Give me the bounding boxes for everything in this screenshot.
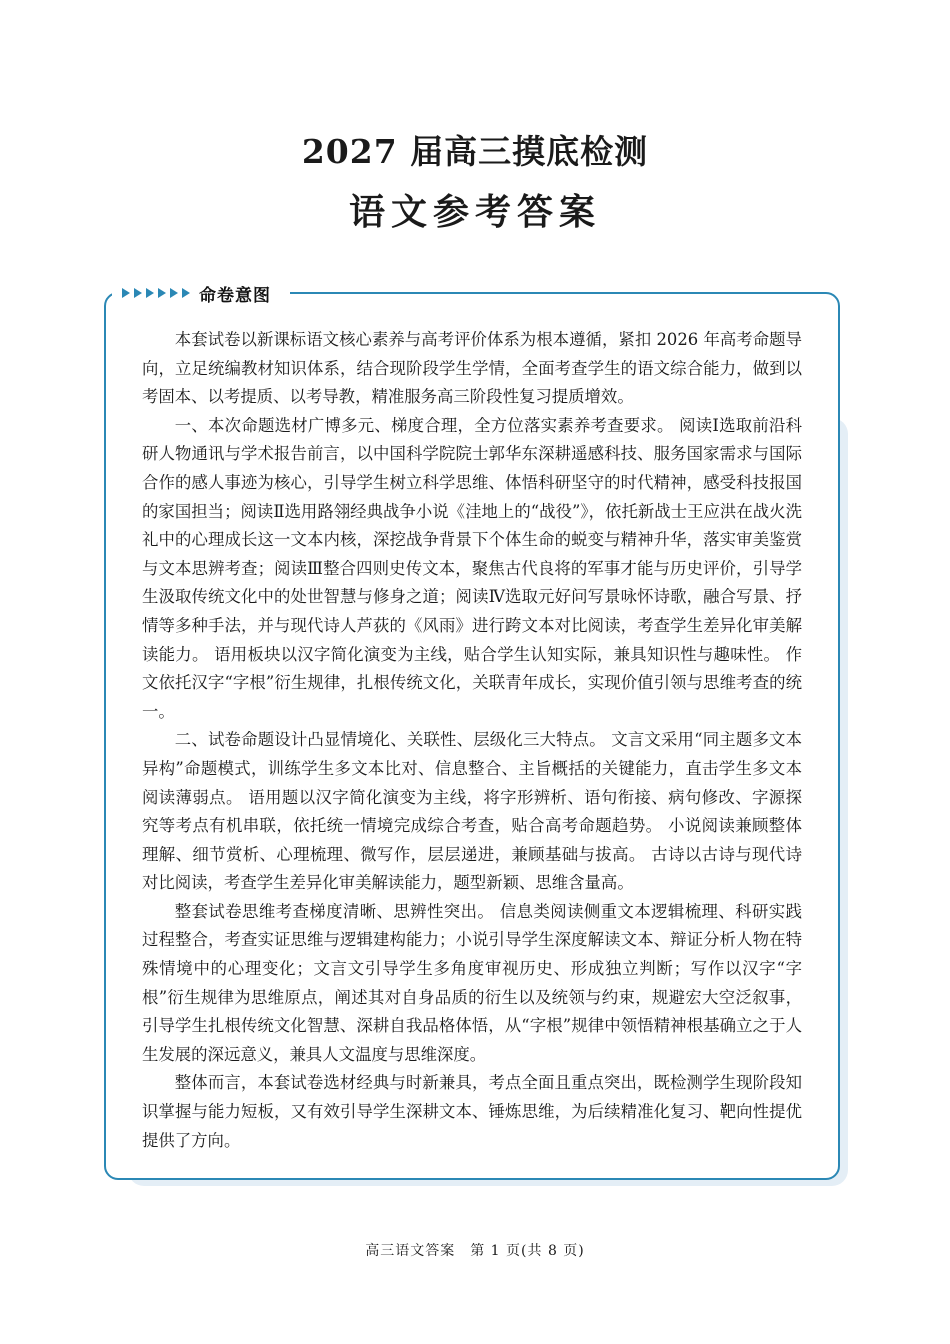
paragraph: 一、本次命题选材广博多元、梯度合理，全方位落实素养考查要求。 阅读Ⅰ选取前沿科研人物通讯与学术报告前言，以中国科学院院士郭华东深耕遥感科技、服务国家需求与国际合作的感人事迹为核心，引导学生树立科学思维、体悟科研坚守的时代精神，感受科技报国的家国担当；阅读Ⅱ选用路翎经典战争小说《洼地上的“战役”》，依托新战士王应洪在战火洗礼中的心理成长这一文本内核，深挖战争背景下个体生命的蜕变与精神升华，落实审美鉴赏与文本思辨考查；阅读Ⅲ整合四则史传文本，聚焦古代良将的军事才能与历史评价，引导学生汲取传统文化中的处世智慧与修身之道；阅读Ⅳ选取元好问写景咏怀诗歌，融合写景、抒情等多种手法，并与现代诗人芦荻的《风雨》进行跨文本对比阅读，考查学生差异化审美解读能力。 语用板块以汉字简化演变为主线，贴合学生认知实际，兼具知识性与趣味性。 作文依托汉字“字根”衍生规律，扎根传统文化，关联青年成长，实现价值引领与思维考查的统一。 [142,415,802,721]
page-subtitle: 语文参考答案 [348,192,601,233]
arrow-decoration-icon [122,284,194,302]
page-title: 2027 届高三摸底检测 [301,132,649,171]
paragraph: 整套试卷思维考查梯度清晰、思辨性突出。 信息类阅读侧重文本逻辑梳理、科研实践过程整合，考查实证思维与逻辑建构能力；小说引导学生深度解读文本、辩证分析人物在特殊情境中的心理变化；文言文引导学生多角度审视历史、形成独立判断；写作以汉字“字根”衍生规律为思维原点，阐述其对自身品质的衍生以及统领与约束，规避宏大空泛叙事，引导学生扎根传统文化智慧、深耕自我品格体悟，从“字根”规律中领悟精神根基确立之于人生发展的深远意义，兼具人文温度与思维深度。 [142,901,802,1064]
page-footer: 高三语文答案 第 1 页(共 8 页) [365,1243,585,1259]
paragraph: 整体而言，本套试卷选材经典与时新兼具，考点全面且重点突出，既检测学生现阶段知识掌握与能力短板，又有效引导学生深耕文本、锤炼思维，为后续精准化复习、靶向性提优提供了方向。 [142,1073,802,1150]
paragraph: 本套试卷以新课标语文核心素养与高考评价体系为根本遵循，紧扣 2026 年高考命题导向，立足统编教材知识体系，结合现阶段学生学情，全面考查学生的语文综合能力，做到以考固本、以考提质、以考导教，精准服务高三阶段性复习提质增效。 [142,330,802,407]
intent-content [142,326,802,1155]
section-title: 命卷意图 [199,286,271,306]
paragraph: 二、试卷命题设计凸显情境化、关联性、层级化三大特点。 文言文采用“同主题多文本异构”命题模式，训练学生多文本比对、信息整合、主旨概括的关键能力，直击学生多文本阅读薄弱点。 语用题以汉字简化演变为主线，将字形辨析、语句衔接、病句修改、字源探究等考点有机串联，依托统一情境完成综合考查，贴合高考命题趋势。 小说阅读兼顾整体理解、细节赏析、心理梳理、微写作，层层递进，兼顾基础与拔高。 古诗以古诗与现代诗对比阅读，考查学生差异化审美解读能力，题型新颖、思维含量高。 [142,730,802,893]
